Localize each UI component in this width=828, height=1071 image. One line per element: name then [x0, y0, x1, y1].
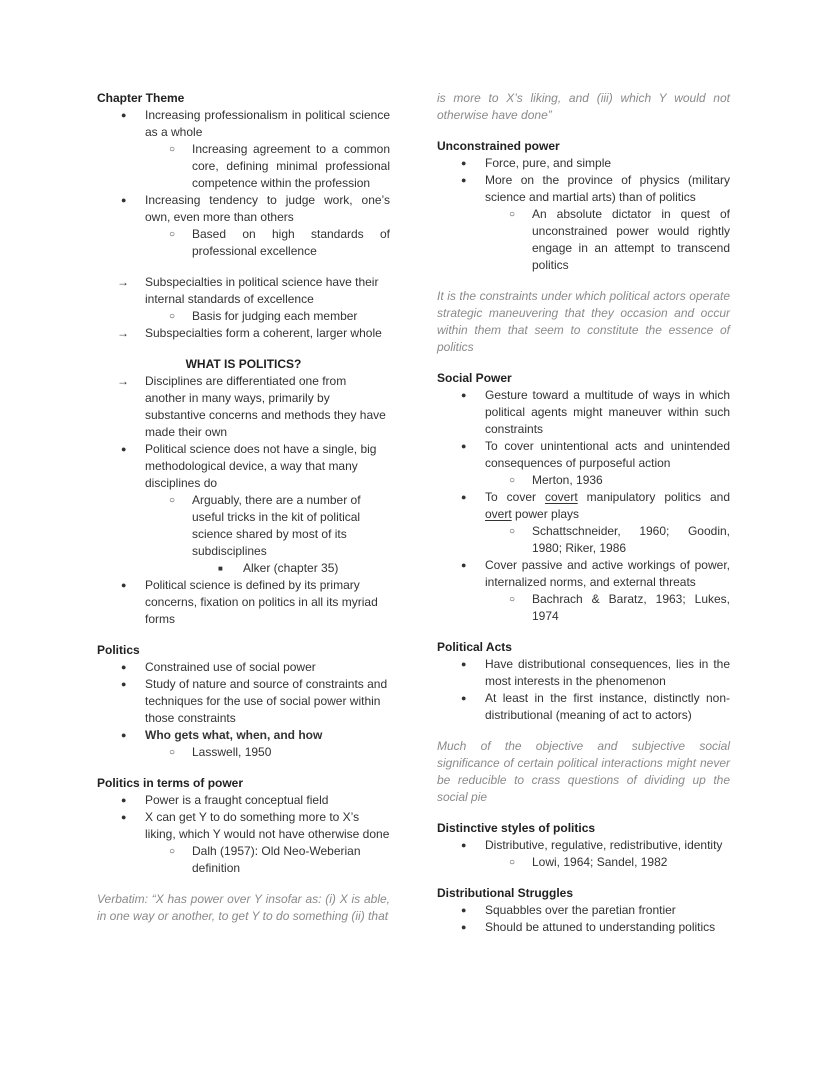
list-item [437, 387, 730, 438]
section-heading: Politics in terms of power [97, 776, 244, 790]
bullet-icon: ● [461, 840, 467, 850]
bullet-icon: ● [461, 659, 467, 669]
list-item [97, 441, 390, 492]
bullet-list [97, 659, 390, 761]
list-item-text: To cover unintentional acts and unintended consequences of purposeful action [485, 439, 730, 470]
two-column-layout [97, 90, 730, 936]
list-item [97, 274, 390, 308]
square-icon: ■ [218, 564, 223, 573]
bullet-icon: ● [121, 662, 127, 672]
bullet-icon: ● [461, 158, 467, 168]
list-item-text: Increasing professionalism in political science as a whole [145, 108, 390, 139]
section-heading: Chapter Theme [97, 91, 185, 105]
list-item [97, 192, 390, 226]
commentary-paragraph: Verbatim: “X has power over Y insofar as: (i) X is able, in one way or another, to get Y to do something (ii) that [97, 892, 390, 923]
bullet-icon: ● [121, 444, 127, 454]
bullet-icon: ● [461, 560, 467, 570]
list-item [97, 792, 390, 809]
bullet-icon: ● [121, 730, 127, 740]
section-heading: WHAT IS POLITICS? [185, 357, 302, 371]
bullet-list [437, 387, 730, 625]
bullet-icon: ● [461, 922, 467, 932]
list-item-text: An absolute dictator in quest of unconstrained power would rightly engage in an attempt to transcend politics [532, 207, 730, 272]
list-item [97, 727, 390, 744]
list-item-text: Increasing tendency to judge work, one’s own, even more than others [145, 193, 390, 224]
list-item [97, 373, 390, 441]
list-item [97, 676, 390, 727]
bullet-icon: ● [461, 175, 467, 185]
list-item-text: Political science is defined by its primary concerns, fixation on politics in all its myriad forms [145, 578, 378, 626]
underlined-term: overt [485, 507, 512, 521]
list-item [437, 656, 730, 690]
circle-icon: ○ [509, 526, 516, 537]
arrow-icon: → [117, 326, 129, 340]
list-item [437, 155, 730, 172]
list-item-text: Disciplines are differentiated one from another in many ways, primarily by substantive concerns and methods they have made their own [145, 374, 386, 439]
list-item-text: Should be attuned to understanding politics [485, 920, 716, 934]
list-item [97, 809, 390, 843]
section-heading: Social Power [437, 371, 512, 385]
list-item-text: Increasing agreement to a common core, defining minimal professional competence within the profession [192, 142, 390, 190]
list-item [437, 172, 730, 206]
circle-icon: ○ [509, 594, 516, 605]
list-item-text: Alker (chapter 35) [243, 561, 339, 575]
list-item-text: Distributive, regulative, redistributive, identity [485, 838, 723, 852]
list-item-text: Power is a fraught conceptual field [145, 793, 329, 807]
circle-icon: ○ [169, 144, 176, 155]
list-item [97, 325, 390, 342]
section-heading: Distinctive styles of politics [437, 821, 596, 835]
section-heading: Political Acts [437, 640, 512, 654]
column-right [437, 90, 730, 936]
circle-icon: ○ [169, 846, 176, 857]
list-item [437, 523, 730, 557]
text-segment: manipulatory politics and [577, 490, 731, 504]
circle-icon: ○ [169, 495, 176, 506]
list-item-text: Basis for judging each member [192, 309, 358, 323]
bullet-icon: ● [461, 492, 467, 502]
bullet-list [97, 107, 390, 260]
circle-icon: ○ [169, 747, 176, 758]
list-item [437, 854, 730, 871]
list-item [437, 472, 730, 489]
bullet-icon: ● [121, 679, 127, 689]
bullet-list [97, 274, 390, 342]
bullet-icon: ● [461, 390, 467, 400]
bullet-list [437, 837, 730, 871]
commentary-paragraph: It is the constraints under which political actors operate strategic maneuvering that they occasion and occur within them that seem to constitute the essence of politics [437, 289, 730, 354]
list-item [437, 489, 730, 523]
list-item-text: Force, pure, and simple [485, 156, 612, 170]
bullet-icon: ● [121, 812, 127, 822]
list-item-text: At least in the first instance, distinctly non-distributional (meaning of act to actors) [485, 691, 730, 722]
list-item-text: Bachrach & Baratz, 1963; Lukes, 1974 [532, 592, 730, 623]
bullet-list [437, 155, 730, 274]
list-item-text: Cover passive and active workings of power, internalized norms, and external threats [485, 558, 730, 589]
list-item-text: Who gets what, when, and how [145, 728, 323, 742]
arrow-icon: → [117, 275, 129, 289]
list-item [437, 206, 730, 274]
text-segment: To cover [485, 490, 545, 504]
bullet-icon: ● [461, 441, 467, 451]
list-item [97, 577, 390, 628]
underlined-term: covert [544, 490, 578, 504]
column-left [97, 90, 390, 936]
list-item [437, 438, 730, 472]
list-item-text: Subspecialties form a coherent, larger whole [145, 326, 382, 340]
circle-icon: ○ [509, 209, 516, 220]
list-item [97, 141, 390, 192]
section-heading: Unconstrained power [437, 139, 560, 153]
list-item-text: Have distributional consequences, lies in the most interests in the phenomenon [485, 657, 730, 688]
circle-icon: ○ [169, 229, 176, 240]
bullet-list [97, 373, 390, 628]
bullet-icon: ● [121, 795, 127, 805]
commentary-paragraph: is more to X’s liking, and (iii) which Y would not otherwise have done” [437, 91, 730, 122]
bullet-icon: ● [121, 580, 127, 590]
list-item-text: Study of nature and source of constraints and techniques for the use of social power within those constraints [145, 677, 388, 725]
list-item [97, 492, 390, 560]
list-item [97, 744, 390, 761]
list-item [97, 560, 390, 577]
bullet-list [437, 902, 730, 936]
list-item [437, 557, 730, 591]
list-item-text: Political science does not have a single, big methodological device, a way that many disciplines do [145, 442, 377, 490]
list-item-text: Constrained use of social power [145, 660, 316, 674]
list-item-text: X can get Y to do something more to X’s liking, which Y would not have otherwise done [145, 810, 390, 841]
list-item [437, 591, 730, 625]
list-item-text: More on the province of physics (military science and martial arts) than of politics [485, 173, 730, 204]
list-item [437, 690, 730, 724]
list-item-text: Merton, 1936 [532, 473, 603, 487]
list-item-text: Based on high standards of professional excellence [192, 227, 390, 258]
list-item-text: Lowi, 1964; Sandel, 1982 [532, 855, 668, 869]
list-item-text: Arguably, there are a number of useful tricks in the kit of political science shared by most of its subdisciplines [192, 493, 361, 558]
list-item [97, 107, 390, 141]
circle-icon: ○ [509, 475, 516, 486]
list-item [437, 837, 730, 854]
bullet-icon: ● [121, 195, 127, 205]
bullet-list [97, 792, 390, 877]
list-item [97, 226, 390, 260]
list-item-text: Squabbles over the paretian frontier [485, 903, 676, 917]
bullet-list [437, 656, 730, 724]
text-segment: power plays [511, 507, 580, 521]
list-item-text: Subspecialties in political science have their internal standards of excellence [145, 275, 379, 306]
list-item-text [485, 490, 730, 521]
arrow-icon: → [117, 374, 129, 388]
list-item [437, 902, 730, 919]
section-heading: Politics [97, 643, 140, 657]
list-item [97, 843, 390, 877]
list-item-text: Schattschneider, 1960; Goodin, 1980; Riker, 1986 [532, 524, 730, 555]
commentary-paragraph: Much of the objective and subjective social significance of certain political interactions might never be reducible to crass questions of dividing up the social pie [437, 739, 730, 804]
list-item [437, 919, 730, 936]
list-item [97, 659, 390, 676]
bullet-icon: ● [121, 110, 127, 120]
list-item-text: Gesture toward a multitude of ways in which political agents might maneuver within such constraints [485, 388, 730, 436]
bullet-icon: ● [461, 905, 467, 915]
section-heading: Distributional Struggles [437, 886, 574, 900]
bullet-icon: ● [461, 693, 467, 703]
circle-icon: ○ [169, 311, 176, 322]
list-item-text: Dalh (1957): Old Neo-Weberian definition [192, 844, 361, 875]
list-item [97, 308, 390, 325]
list-item-text: Lasswell, 1950 [192, 745, 272, 759]
circle-icon: ○ [509, 857, 516, 868]
